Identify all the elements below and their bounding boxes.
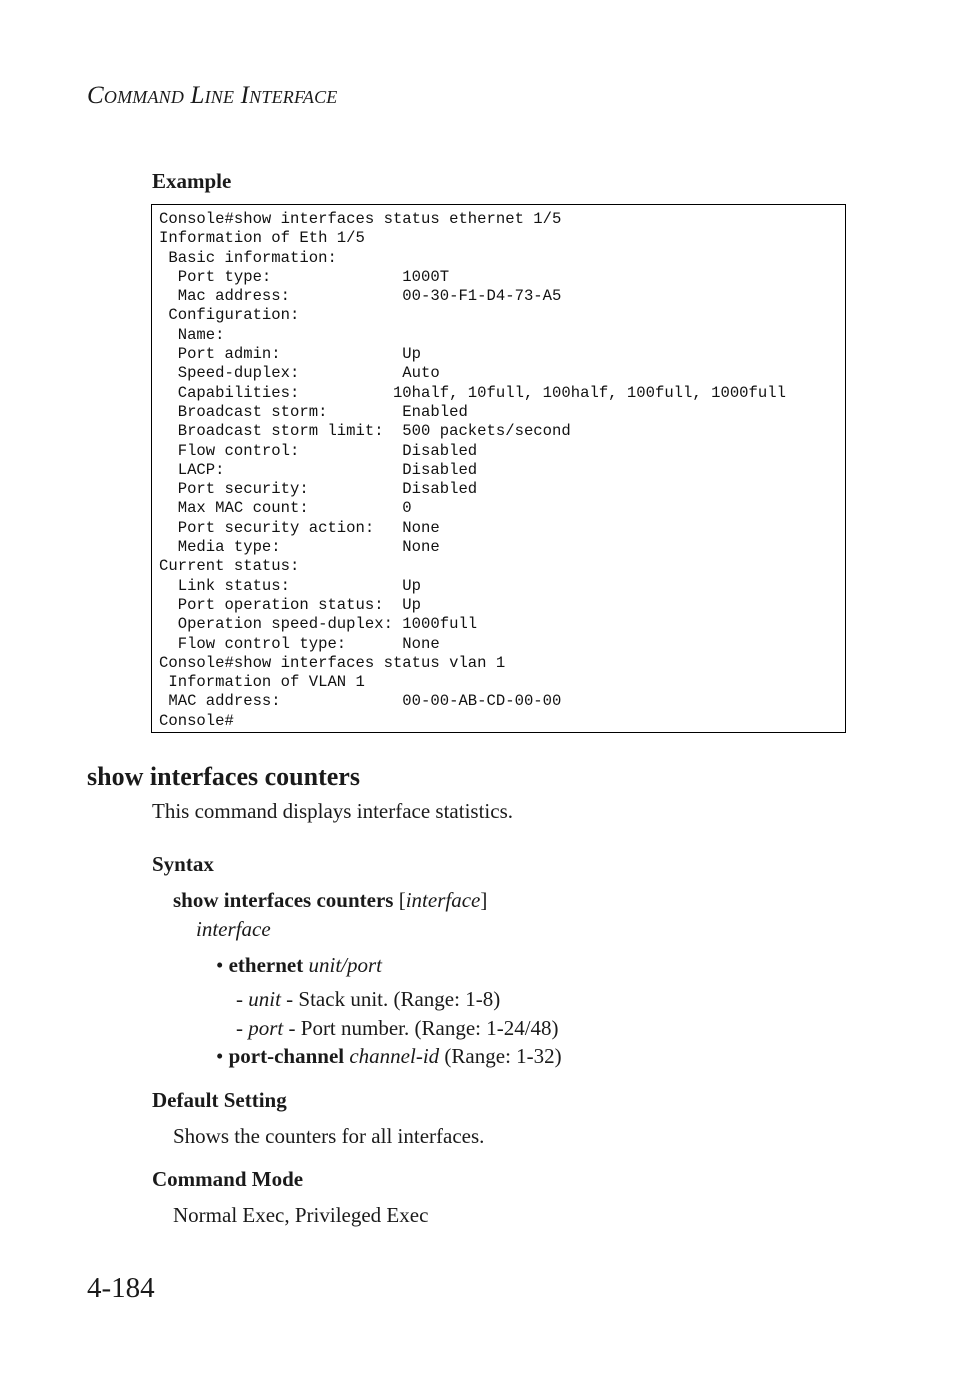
- syntax-heading: Syntax: [152, 852, 214, 876]
- ethernet-keyword: ethernet: [228, 953, 304, 977]
- syntax-command-line: [173, 888, 487, 913]
- example-heading: Example: [152, 169, 232, 193]
- port-name: port: [248, 1016, 284, 1040]
- bracket-open: [: [398, 888, 406, 912]
- ethernet-arg: unit/port: [308, 953, 383, 977]
- unit-desc: - Stack unit. (Range: 1-8): [280, 987, 501, 1011]
- syntax-param: interface: [405, 888, 481, 912]
- running-header: Command Line Interface: [87, 82, 338, 109]
- bullet: •: [216, 1044, 224, 1068]
- default-setting-text: Shows the counters for all interfaces.: [173, 1124, 485, 1148]
- port-channel-range: (Range: 1-32): [444, 1044, 562, 1068]
- port-channel-keyword: port-channel: [228, 1044, 345, 1068]
- port-desc: - Port number. (Range: 1-24/48): [283, 1016, 559, 1040]
- page-number: 4-184: [87, 1272, 155, 1304]
- default-setting-heading: Default Setting: [152, 1088, 287, 1112]
- unit-name: unit: [248, 987, 281, 1011]
- dash: -: [236, 1016, 243, 1040]
- command-mode-heading: Command Mode: [152, 1167, 304, 1191]
- bullet: •: [216, 953, 224, 977]
- port-channel-arg: channel-id: [349, 1044, 440, 1068]
- port-description: [236, 1016, 559, 1041]
- unit-description: [236, 987, 500, 1012]
- param-label: interface: [196, 917, 271, 941]
- syntax-command: show interfaces counters: [173, 888, 394, 912]
- bracket-close: ]: [480, 888, 488, 912]
- code-example-box: [151, 204, 846, 733]
- code-example: Console#show interfaces status ethernet 1/5 Information of Eth 1/5 Basic information: Port type: 1000T Mac address: 00-30-F1-D4-73-A5 Configuration: Name: Port admin: Up Speed-duplex: Auto Capabilities: 10half, 10full, 100half, 100full, 1000full Broadcast storm: Enabled Broadcast storm limit: 500 packets/second Flow control: Disabled LACP: Disabled Port security: Disabled Max MAC count: 0 Port security action: None Media type: None Current status: Link status: Up Port operation status: Up Operation speed-duplex: 1000full Flow control type: None Console#show interfaces status vlan 1 Information of VLAN 1 MAC address: 00-00-AB-CD-00-00 Console#: [159, 210, 786, 730]
- section-description: This command displays interface statistics.: [152, 799, 513, 823]
- ethernet-option: [216, 953, 382, 978]
- command-mode-text: Normal Exec, Privileged Exec: [173, 1203, 429, 1227]
- dash: -: [236, 987, 243, 1011]
- port-channel-option: [216, 1044, 562, 1069]
- section-title: show interfaces counters: [87, 762, 360, 791]
